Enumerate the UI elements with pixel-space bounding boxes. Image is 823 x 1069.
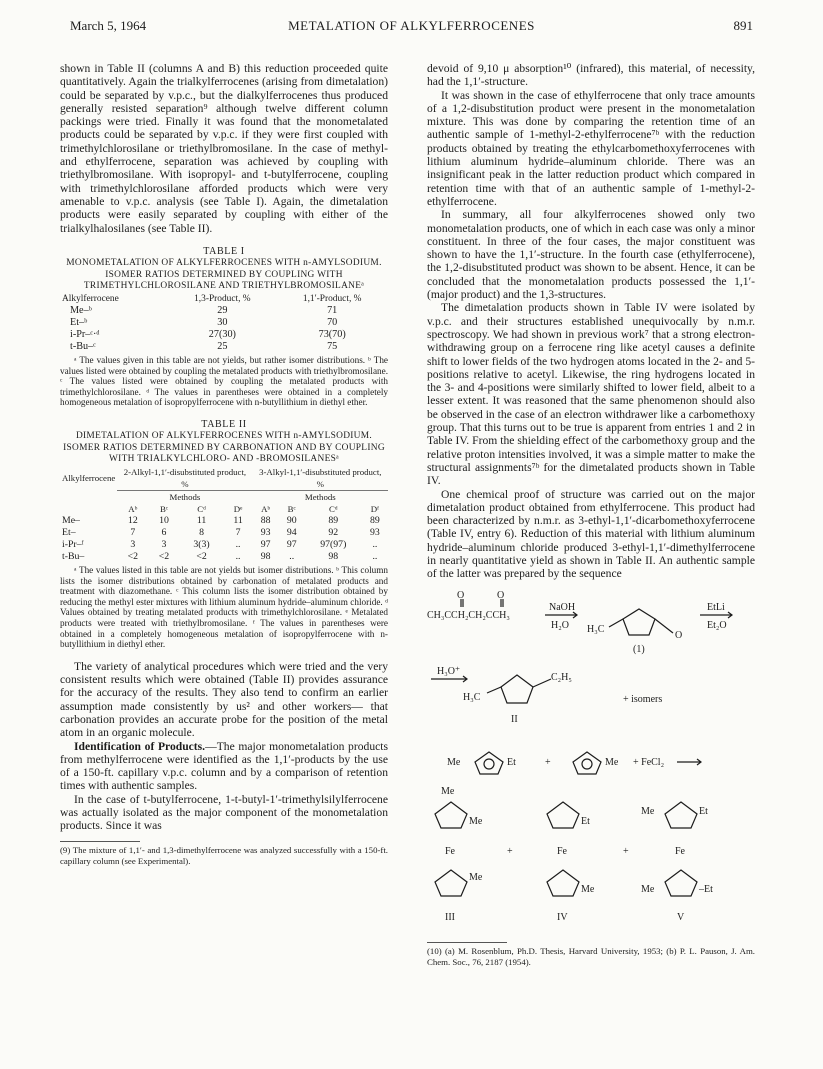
table-1-grid (60, 293, 388, 353)
paragraph-text: —The major monometalation products from methylferrocene were identified as the 1,1′-products by the use of a 150-ft. capillary v.p.c. column and by a comparison of retention times with authentic samples. (60, 739, 388, 793)
plus-sign: + (545, 756, 551, 768)
table-cell: i-Pr–ᶠ (62, 538, 84, 550)
plus-sign: + (623, 845, 629, 857)
table-cell: .. (235, 538, 241, 550)
substituent-label: Me (641, 805, 655, 817)
reagent-label: NaOH (549, 601, 576, 613)
table-cell: 97(97) (320, 538, 347, 550)
table-cell: .. (289, 550, 295, 562)
plus-sign: + (507, 845, 513, 857)
table-cell: 98 (260, 550, 271, 562)
compound-label: (1) (633, 643, 645, 655)
table-cell: 98 (328, 550, 339, 562)
table-footnote: ᵃ The values given in this table are not yields, but rather isomer distributions. ᵇ The values listed were obtained by coupling the metalated products with triethylbromosilane. ᶜ The values listed were obtained by coupling the metalated products with trimethylchlorosilane. ᵈ The values in parentheses were obtained in a completely homogeneous metalation of isopropylferrocene with n-butyllithium in diethyl ether. (60, 354, 388, 408)
paragraph: In summary, all four alkylferrocenes showed only two monometalation products, one of which in each case was only a minor constituent. In three of the four cases, the major constituent was shown to have the 1,1′-structure. In the fourth case (ethylferrocene), the 1,2-disubstituted product was shown to be absent. Hence, it can be concluded that the monometalation products possessed the 1,1′- (major product) and the 1,3-structures. (427, 208, 755, 302)
table-header: Aᵇ (261, 503, 271, 514)
table-2 (60, 418, 388, 650)
iron-label: Fe (675, 845, 685, 857)
table-footnote: ᵃ The values listed in this table are not yields but isomer distributions. ᵇ This column lists the isomer distributions obtained by carbonation of metalated products and treatment with diazomethane. ᶜ This column lists the isomer distribution obtained by reducing the methyl ester mixtures with lithium aluminum hydride–aluminum chloride. ᵈ Values obtained by treating metalated products with trimethylchlorosilane. ᵉ Metalated products were treated with triethylbromosilane. ᶠ The values in parentheses were obtained in a completely homogeneous metalation of isopropylferrocene with n-butyllithium in diethyl ether. (60, 564, 388, 650)
table-cell: .. (372, 538, 378, 550)
table-header: Alkylferrocene (62, 473, 116, 484)
table-row (60, 341, 388, 353)
oxygen-label: O (497, 589, 505, 601)
iron-label: Fe (557, 845, 567, 857)
oxygen-label: O (457, 589, 465, 601)
substituent-label: Me (605, 756, 619, 768)
table-cell: <2 (127, 550, 139, 562)
table-cell: 3 (161, 538, 167, 550)
reagent-label: H₃O⁺ (437, 665, 461, 677)
table-group-header: Methods (117, 490, 252, 503)
substituent-label: Et (699, 805, 708, 817)
table-cell: 29 (217, 304, 228, 316)
table-notes (60, 565, 388, 650)
substituent-label: –Et (699, 883, 713, 895)
compound-label: III (445, 911, 455, 923)
table-row (60, 305, 388, 317)
substituent-label: H₃C (587, 623, 605, 635)
paragraph: The variety of analytical procedures which were tried and the very consistent results which were obtained (Table II) provides assurance for the accuracy of the results. They also tend to confirm an earlier assumption made consistently by us² and other workers— that carbonation provides an accurate probe for the position of the metal atom in an organic molecule. (60, 659, 388, 740)
table-header: Cᵈ (197, 503, 206, 514)
table-header: 1,3-Product, % (194, 293, 251, 304)
table-cell: 89 (328, 514, 339, 526)
table-cell: Me–ᵇ (70, 304, 92, 316)
reactant-formula: CH₃CCH₂CH₂CCH₃ (427, 609, 510, 621)
table-cell: t-Bu– (62, 550, 85, 562)
table-cell: <2 (158, 550, 170, 562)
paragraph: The dimetalation products shown in Table IV were isolated by v.p.c. and their structures established unequivocally by n.m.r. spectroscopy. We had shown in previous work⁷ that a strong electron-withdrawing group on a ferrocene ring like acetyl causes a definite shift to lower fields of the two hydrogen atoms located in the 2- and 5-positions relative to acetyl. Likewise, the ring hydrogens located in the 3- and 4-positions were similarly shifted to lower field, albeit to a lesser extent. It was reasoned that the same phenomenon should also be observed in the case of an electron withdrawer like a carbomethoxy group. That this turns out to be true is apparent from entries 1 and 2 in Table IV. From the shielding effect of the carbomethoxy group and the relative proton intensities involved, it was a simple matter to make the structural assignments⁷ᵇ for the dimetalated products shown in Table IV. (427, 301, 755, 488)
paragraph: One chemical proof of structure was carried out on the major dimetalation product obtained from ethylferrocene. This product had been characterized by n.m.r. as 3-ethyl-1,1′-dicarbomethoxyferrocene (Table IV, entry 6). Reduction of this material with lithium aluminum hydride–aluminum chloride produced 3-ethyl-1,1′-dimethylferrocene in nearly quantitative yield as shown in Table II. An authentic sample of the latter was prepared by the sequence (427, 487, 755, 581)
footnote: (10) (a) M. Rosenblum, Ph.D. Thesis, Harvard University, 1953; (b) P. L. Pauson, J. Am. Chem. Soc., 76, 2187 (1954). (427, 945, 755, 967)
reagent-label: Et₂O (707, 619, 727, 631)
substituent-label: Me (641, 883, 655, 895)
oxygen-label: O (675, 629, 683, 641)
table-header: Bᶜ (159, 503, 169, 514)
reagent-label: + FeCl₂ (633, 756, 665, 768)
paragraph: shown in Table II (columns A and B) this reduction proceeded quite quantitatively. Again the trialkylferrocenes (arising from dimetalation) could be separated by v.p.c., but the dialkylferrocenes thus produced generally resisted separation⁹ although twelve different column packings were tried. Finally it was found that the monometalated products could be separated by v.p.c. if they were first coupled with trimethylchlorosilane or triethylbromosilane. In the case of methyl- and ethylferrocene, separation was achieved by coupling with triethylbromosilane. With isopropyl- and t-butylferrocene, coupling with trimethylchlorosilane afforded products which were very amenable to v.p.c. analysis (see Table I). Again, the dimetalation products were easily separated by coupling with either of the trialkylhalosilanes (see Table II). (60, 62, 388, 235)
table-cell: 11 (233, 514, 243, 526)
table-row (60, 515, 388, 527)
substituent-label: Me (581, 883, 595, 895)
table-cell: Et–ᵇ (70, 316, 88, 328)
substituent-label: Me (441, 785, 455, 797)
table-cell: 3(3) (193, 538, 210, 550)
table-2-grid (60, 466, 388, 563)
table-group-header: Methods (253, 490, 388, 503)
table-cell: i-Pr–ᶜ·ᵈ (70, 328, 100, 340)
table-cell: 90 (286, 514, 297, 526)
table-cell: Et– (62, 526, 76, 538)
table-header: Dᶠ (370, 503, 379, 514)
header-date: March 5, 1964 (70, 18, 147, 33)
table-cell: Me– (62, 514, 80, 526)
table-cell: 8 (199, 526, 204, 538)
reagent-label: EtLi (707, 601, 725, 613)
footnote: (9) The mixture of 1,1′- and 1,3-dimethylferrocene was analyzed successfully with a 150-ft. capillary column (see Experimental). (60, 844, 388, 866)
table-cell: 7 (130, 526, 136, 538)
table-cell: 71 (327, 304, 338, 316)
table-cell: 75 (327, 340, 338, 352)
page-number: 891 (733, 18, 753, 33)
table-cell: 97 (260, 538, 271, 550)
page-header (70, 18, 753, 36)
substituent-label: Me (469, 815, 483, 827)
table-cell: 27(30) (208, 328, 236, 340)
table-group-header: 3-Alkyl-1,1′-disubstituted product, % (259, 466, 382, 489)
running-title: METALATION OF ALKYLFERROCENES (288, 18, 535, 33)
table-cell: 7 (235, 526, 241, 538)
table-row (60, 317, 388, 329)
table-notes (60, 355, 388, 408)
table-group-header: 2-Alkyl-1,1′-disubstituted product, % (123, 466, 247, 489)
substituent-label: Et (581, 815, 590, 827)
table-row (60, 551, 388, 563)
table-header: Bᶜ (287, 503, 296, 514)
iron-label: Fe (445, 845, 455, 857)
table-cell: <2 (196, 550, 207, 562)
table-cell: t-Bu–ᶜ (70, 340, 96, 352)
table-header: Alkylferrocene (62, 293, 119, 304)
table-cell: 93 (370, 526, 380, 538)
table-cell: 30 (217, 316, 228, 328)
substituent-label: Et (507, 756, 516, 768)
table-cell: 70 (327, 316, 338, 328)
paragraph: devoid of 9,10 μ absorption¹⁰ (infrared), this material, of necessity, had the 1,1′-structure. (427, 62, 755, 89)
table-header: Cᵈ (328, 503, 338, 514)
table-row (60, 527, 388, 539)
substituent-label: Me (447, 756, 461, 768)
substituent-label: Me (469, 871, 483, 883)
table-cell: 97 (286, 538, 297, 550)
table-row (60, 329, 388, 341)
isomers-label: + isomers (623, 693, 663, 705)
table-cell: .. (235, 550, 241, 562)
right-column (427, 62, 755, 968)
table-header: Aᵇ (128, 503, 138, 514)
table-cell: 89 (370, 514, 380, 526)
substituent-label: C₂H₅ (551, 671, 572, 683)
substituent-label: H₃C (463, 691, 481, 703)
footnote-rule (427, 942, 507, 943)
table-caption: MONOMETALATION OF ALKYLFERROCENES WITH n-AMYLSODIUM. ISOMER RATIOS DETERMINED BY COUPLING WITH TRIMETHYLCHLOROSILANE AND TRIETHYLBROMOSILANEᵃ (66, 258, 382, 292)
reagent-label: H₂O (551, 619, 569, 631)
compound-label: IV (557, 911, 568, 923)
table-title: TABLE I (203, 245, 245, 257)
table-1 (60, 245, 388, 408)
table-cell: 12 (127, 514, 138, 526)
left-column (60, 62, 388, 867)
footnote-rule (60, 841, 140, 842)
table-caption: DIMETALATION OF ALKYLFERROCENES WITH n-AMYLSODIUM. ISOMER RATIOS DETERMINED BY CARBONATION AND BY COUPLING WITH TRIALKYLCHLORO- AND -BROMOSILANESᵃ (63, 431, 385, 465)
paragraph: It was shown in the case of ethylferrocene that only trace amounts of a 1,2-disubstitution product were present in the monometalation mixture. This was done by comparing the retention time of an authentic sample of 1-methyl-2-ethylferrocene⁷ᵇ with the reduction products obtained by treating the ethylcarbomethoxyferrocenes with lithium aluminum hydride–aluminum chloride. There was an insignificant peak in the latter reduction product which compared in retention time with that of an authentic sample of 1-methyl-2-ethylferrocene. (427, 88, 755, 208)
paragraph: In the case of t-butylferrocene, 1-t-butyl-1′-trimethylsilylferrocene was actually isolated as the major component of the monometalation products. Since it was (60, 792, 388, 833)
compound-label: V (677, 911, 685, 923)
table-cell: 3 (130, 538, 136, 550)
table-cell: 11 (196, 514, 207, 526)
compound-label: II (511, 713, 518, 725)
table-title: TABLE II (201, 418, 247, 430)
table-header: 1,1′-Product, % (302, 293, 362, 304)
table-cell: 93 (260, 526, 271, 538)
section-heading: Identification of Products. (74, 739, 206, 753)
table-cell: 94 (286, 526, 297, 538)
table-cell: 73(70) (318, 328, 346, 340)
table-cell: 6 (161, 526, 167, 538)
reaction-scheme (427, 589, 755, 934)
table-cell: 25 (217, 340, 228, 352)
table-row (60, 539, 388, 551)
table-cell: 88 (260, 514, 271, 526)
table-header: Dᵉ (233, 503, 243, 514)
paragraph (60, 740, 388, 793)
table-cell: .. (372, 550, 378, 562)
table-cell: 92 (328, 526, 339, 538)
table-cell: 10 (159, 514, 169, 526)
